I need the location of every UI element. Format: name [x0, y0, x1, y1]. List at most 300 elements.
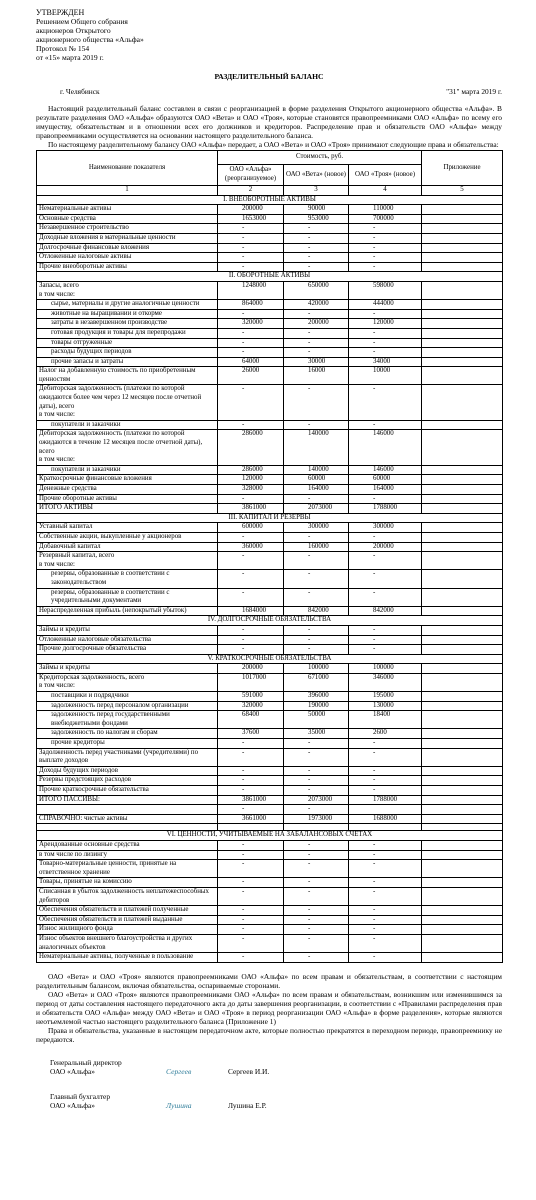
value-alfa: 64000	[218, 357, 284, 367]
row-label: товары отгруженные	[37, 338, 218, 348]
value-veta: 650000	[284, 281, 349, 299]
approval-line: акционерного общества «Альфа»	[36, 35, 144, 44]
value-alfa: 200000	[218, 205, 284, 215]
value-appendix	[422, 588, 503, 606]
value-alfa: -	[218, 262, 284, 272]
value-troya: -	[349, 233, 422, 243]
signer-name: Сергеев И.И.	[228, 1066, 270, 1076]
value-alfa: -	[218, 906, 284, 916]
value-appendix	[422, 814, 503, 824]
table-row	[37, 385, 503, 420]
table-row	[37, 814, 503, 824]
row-label: в том числе по лизингу	[37, 850, 218, 860]
section-header-row	[37, 616, 503, 626]
value-veta: -	[284, 494, 349, 504]
value-troya: 842000	[349, 606, 422, 616]
row-label: Незавершенное строительство	[37, 224, 218, 234]
signature-role-line: Главный бухгалтер	[50, 1091, 111, 1101]
table-row	[37, 887, 503, 905]
value-troya: 346000	[349, 673, 422, 691]
value-alfa: -	[218, 850, 284, 860]
header-veta: ОАО «Вета» (новое)	[284, 165, 349, 186]
value-appendix	[422, 328, 503, 338]
value-troya: 1788000	[349, 504, 422, 514]
value-troya: 598000	[349, 281, 422, 299]
value-veta: -	[284, 850, 349, 860]
table-row	[37, 925, 503, 935]
value-appendix	[422, 532, 503, 542]
value-alfa: 120000	[218, 475, 284, 485]
value-alfa: -	[218, 328, 284, 338]
value-appendix	[422, 420, 503, 430]
value-appendix	[422, 385, 503, 420]
row-label: ИТОГО АКТИВЫ	[37, 504, 218, 514]
handwritten-signature: Сергеев	[166, 1066, 192, 1076]
value-appendix	[422, 925, 503, 935]
value-appendix	[422, 878, 503, 888]
value-veta: -	[284, 625, 349, 635]
table-row	[37, 824, 503, 831]
section-title: III. КАПИТАЛ И РЕЗЕРВЫ	[37, 513, 503, 523]
value-troya: -	[349, 850, 422, 860]
value-alfa: -	[218, 934, 284, 952]
value-troya: 10000	[349, 367, 422, 385]
value-alfa: 1017000	[218, 673, 284, 691]
row-label: Основные средства	[37, 214, 218, 224]
value-appendix	[422, 243, 503, 253]
value-appendix	[422, 367, 503, 385]
value-alfa: -	[218, 552, 284, 570]
value-veta: 35000	[284, 729, 349, 739]
value-alfa: -	[218, 786, 284, 796]
value-alfa: -	[218, 915, 284, 925]
table-row	[37, 348, 503, 358]
value-appendix	[422, 850, 503, 860]
value-troya: -	[349, 253, 422, 263]
value-veta: -	[284, 766, 349, 776]
value-veta: -	[284, 840, 349, 850]
value-veta: 1973000	[284, 814, 349, 824]
value-alfa: -	[218, 532, 284, 542]
table-row	[37, 664, 503, 674]
value-appendix	[422, 840, 503, 850]
row-label: Прочие краткосрочные обязательства	[37, 786, 218, 796]
value-appendix	[422, 906, 503, 916]
section-header-row	[37, 831, 503, 841]
value-alfa: -	[218, 625, 284, 635]
header-troya: ОАО «Троя» (новое)	[349, 165, 422, 186]
document-title: РАЗДЕЛИТЕЛЬНЫЙ БАЛАНС	[214, 72, 324, 81]
table-row	[37, 281, 503, 299]
table-row	[37, 606, 503, 616]
signature-role	[36, 1058, 166, 1076]
approval-block	[36, 8, 502, 62]
value-appendix	[422, 494, 503, 504]
value-appendix	[422, 570, 503, 588]
value-alfa: -	[218, 309, 284, 319]
value-alfa: -	[218, 887, 284, 905]
table-row	[37, 338, 503, 348]
row-label: Резервный капитал, всего в том числе:	[37, 552, 218, 570]
value-veta: -	[284, 645, 349, 655]
row-label: Прочие внеоборотные активы	[37, 262, 218, 272]
value-veta: -	[284, 739, 349, 749]
value-appendix	[422, 934, 503, 952]
row-label: сырье, материалы и другие аналогичные ценности	[37, 300, 218, 310]
value-alfa: -	[218, 338, 284, 348]
table-row	[37, 420, 503, 430]
signer-name: Лушина Е.Р.	[228, 1100, 267, 1110]
section-title: V. КРАТКОСРОЧНЫЕ ОБЯЗАТЕЛЬСТВА	[37, 654, 503, 664]
value-appendix	[422, 786, 503, 796]
row-label: Доходные вложения в материальные ценности	[37, 233, 218, 243]
value-appendix	[422, 776, 503, 786]
column-number: 5	[422, 186, 503, 196]
value-troya: -	[349, 224, 422, 234]
value-troya: -	[349, 739, 422, 749]
value-appendix	[422, 281, 503, 299]
section-header-row	[37, 195, 503, 205]
row-label: Доходы будущих периодов	[37, 766, 218, 776]
row-label: резервы, образованные в соответствии с законодательством	[37, 570, 218, 588]
value-alfa: 591000	[218, 692, 284, 702]
row-label: Добавочный капитал	[37, 542, 218, 552]
value-appendix	[422, 664, 503, 674]
value-veta: 90000	[284, 205, 349, 215]
value-veta: 50000	[284, 711, 349, 729]
value-veta: 200000	[284, 319, 349, 329]
value-troya: -	[349, 385, 422, 420]
table-row	[37, 523, 503, 533]
value-appendix	[422, 606, 503, 616]
value-troya: 146000	[349, 465, 422, 475]
value-veta: -	[284, 385, 349, 420]
value-veta: -	[284, 588, 349, 606]
value-alfa: 328000	[218, 485, 284, 495]
row-label: поставщики и подрядчики	[37, 692, 218, 702]
row-label: Денежные средства	[37, 485, 218, 495]
value-troya: -	[349, 243, 422, 253]
row-label: задолженность перед государственными внебюджетными фондами	[37, 711, 218, 729]
table-row	[37, 214, 503, 224]
value-veta: 190000	[284, 701, 349, 711]
row-label: Товарно-материальные ценности, принятые на ответственное хранение	[37, 860, 218, 878]
value-appendix	[422, 233, 503, 243]
value-veta: 160000	[284, 542, 349, 552]
closing-block	[36, 972, 502, 1044]
value-appendix	[422, 729, 503, 739]
approval-line: от «15» марта 2019 г.	[36, 53, 104, 62]
value-veta: 396000	[284, 692, 349, 702]
value-troya: -	[349, 328, 422, 338]
value-alfa: 200000	[218, 664, 284, 674]
closing-paragraph: ОАО «Вета» и ОАО «Троя» являются правопреемниками ОАО «Альфа» по всем правам и обязательствам, в соответствии с настоящим разделительным балансом, включая обязательства, оспариваемые сторонами.	[36, 971, 502, 990]
value-troya: -	[349, 934, 422, 952]
row-label: Собственные акции, выкупленные у акционеров	[37, 532, 218, 542]
value-alfa: 1684000	[218, 606, 284, 616]
value-troya: -	[349, 840, 422, 850]
row-label	[37, 805, 218, 815]
row-label: Товары, принятые на комиссию	[37, 878, 218, 888]
table-row	[37, 475, 503, 485]
value-veta: 2073000	[284, 504, 349, 514]
value-veta: 140000	[284, 430, 349, 465]
table-row	[37, 906, 503, 916]
header-cost: Стоимость, руб.	[218, 151, 422, 165]
value-alfa: 3661000	[218, 814, 284, 824]
row-label: прочие запасы и затраты	[37, 357, 218, 367]
value-veta: 2073000	[284, 795, 349, 805]
table-row	[37, 645, 503, 655]
header-alfa: ОАО «Альфа» (реорганизуемое)	[218, 165, 284, 186]
value-veta: -	[284, 570, 349, 588]
row-label: Уставный капитал	[37, 523, 218, 533]
value-troya: -	[349, 860, 422, 878]
table-row	[37, 840, 503, 850]
value-appendix	[422, 645, 503, 655]
value-veta: -	[284, 906, 349, 916]
value-alfa: -	[218, 878, 284, 888]
value-troya: 18400	[349, 711, 422, 729]
table-row	[37, 934, 503, 952]
value-alfa: 360000	[218, 542, 284, 552]
table-row	[37, 233, 503, 243]
row-label: Нематериальные активы	[37, 205, 218, 215]
city-date-line	[36, 87, 502, 96]
value-veta: -	[284, 776, 349, 786]
value-alfa: -	[218, 224, 284, 234]
table-row	[37, 224, 503, 234]
value-veta: 842000	[284, 606, 349, 616]
table-row	[37, 786, 503, 796]
value-appendix	[422, 766, 503, 776]
value-alfa: -	[218, 243, 284, 253]
value-alfa: 600000	[218, 523, 284, 533]
value-troya: -	[349, 570, 422, 588]
table-row	[37, 319, 503, 329]
row-label: Резервы предстоящих расходов	[37, 776, 218, 786]
row-label: Займы и кредиты	[37, 625, 218, 635]
row-label	[37, 824, 218, 831]
value-veta: -	[284, 934, 349, 952]
row-label: резервы, образованные в соответствии с учредительными документами	[37, 588, 218, 606]
value-appendix	[422, 523, 503, 533]
row-label: Налог на добавленную стоимость по приобретенным ценностям	[37, 367, 218, 385]
value-appendix	[422, 711, 503, 729]
value-troya: -	[349, 552, 422, 570]
value-appendix	[422, 465, 503, 475]
table-row	[37, 915, 503, 925]
value-appendix	[422, 475, 503, 485]
table-row	[37, 953, 503, 963]
row-label: животные на выращивании и откорме	[37, 309, 218, 319]
row-label: Обеспечения обязательств и платежей полученные	[37, 906, 218, 916]
table-row	[37, 570, 503, 588]
value-alfa: 68400	[218, 711, 284, 729]
table-row	[37, 309, 503, 319]
signature-accountant	[36, 1092, 502, 1110]
row-label: Долгосрочные финансовые вложения	[37, 243, 218, 253]
table-row	[37, 243, 503, 253]
table-row	[37, 673, 503, 691]
table-row	[37, 552, 503, 570]
approval-line: Решением Общего собрания	[36, 17, 128, 26]
value-appendix	[422, 357, 503, 367]
value-troya: 200000	[349, 542, 422, 552]
signature-role-line: Генеральный директор	[50, 1057, 122, 1067]
row-label: Списанная в убыток задолженность неплатежеспособных дебиторов	[37, 887, 218, 905]
value-troya: 164000	[349, 485, 422, 495]
table-row	[37, 504, 503, 514]
value-appendix	[422, 824, 503, 831]
row-label: Отложенные налоговые обязательства	[37, 635, 218, 645]
table-row	[37, 701, 503, 711]
row-label: задолженность по налогам и сборам	[37, 729, 218, 739]
value-troya: 300000	[349, 523, 422, 533]
city: г. Челябинск	[60, 87, 100, 96]
value-troya: -	[349, 420, 422, 430]
value-veta: -	[284, 748, 349, 766]
value-appendix	[422, 262, 503, 272]
value-veta: -	[284, 309, 349, 319]
value-veta: 140000	[284, 465, 349, 475]
table-row	[37, 692, 503, 702]
value-appendix	[422, 692, 503, 702]
intro-paragraph: По настоящему разделительному балансу ОАО «Альфа» передает, а ОАО «Вета» и ОАО «Троя» принимают следующие права и обязательства:	[48, 140, 499, 149]
handwritten-signature: Лушина	[166, 1100, 192, 1110]
section-title: I. ВНЕОБОРОТНЫЕ АКТИВЫ	[37, 195, 503, 205]
value-alfa: -	[218, 766, 284, 776]
value-troya: -	[349, 625, 422, 635]
value-troya	[349, 805, 422, 815]
row-label: Отложенные налоговые активы	[37, 253, 218, 263]
table-row	[37, 465, 503, 475]
value-troya: -	[349, 588, 422, 606]
value-alfa: 320000	[218, 319, 284, 329]
value-alfa: -	[218, 348, 284, 358]
value-appendix	[422, 338, 503, 348]
value-appendix	[422, 504, 503, 514]
table-row	[37, 748, 503, 766]
value-troya: -	[349, 766, 422, 776]
value-alfa: 286000	[218, 430, 284, 465]
value-appendix	[422, 552, 503, 570]
table-row	[37, 494, 503, 504]
value-troya: -	[349, 262, 422, 272]
value-alfa: -	[218, 925, 284, 935]
value-appendix	[422, 887, 503, 905]
value-alfa	[218, 824, 284, 831]
approval-line: Протокол № 154	[36, 44, 90, 53]
table-row	[37, 328, 503, 338]
value-troya: -	[349, 953, 422, 963]
signature-role-line: ОАО «Альфа»	[50, 1100, 95, 1110]
value-appendix	[422, 673, 503, 691]
value-alfa: -	[218, 635, 284, 645]
value-veta: -	[284, 233, 349, 243]
balance-table-body	[37, 195, 503, 962]
approval-line: акционеров Открытого	[36, 26, 111, 35]
column-number: 1	[37, 186, 218, 196]
value-alfa: -	[218, 739, 284, 749]
value-troya: -	[349, 878, 422, 888]
value-alfa: 1248000	[218, 281, 284, 299]
value-appendix	[422, 319, 503, 329]
value-troya: 1788000	[349, 795, 422, 805]
table-row	[37, 205, 503, 215]
table-row	[37, 357, 503, 367]
value-appendix	[422, 300, 503, 310]
value-veta: 420000	[284, 300, 349, 310]
value-veta: 30000	[284, 357, 349, 367]
value-troya: 60000	[349, 475, 422, 485]
value-troya: 700000	[349, 214, 422, 224]
value-troya: 444000	[349, 300, 422, 310]
row-label: покупатели и заказчики	[37, 420, 218, 430]
value-troya: 130000	[349, 701, 422, 711]
row-label: затраты в незавершенном производстве	[37, 319, 218, 329]
value-appendix	[422, 635, 503, 645]
row-label: Прочие оборотные активы	[37, 494, 218, 504]
value-troya	[349, 824, 422, 831]
value-troya: -	[349, 635, 422, 645]
approval-line: УТВЕРЖДЕН	[36, 8, 85, 17]
row-label: Дебиторская задолженность (платежи по которой ожидаются в течение 12 месяцев после отчетной даты), всего в том числе:	[37, 430, 218, 465]
value-veta: 671000	[284, 673, 349, 691]
value-veta: -	[284, 224, 349, 234]
intro-paragraph: Настоящий разделительный баланс составлен в связи с реорганизацией в форме разделения Открытого акционерного общества «Альфа». В результате разделения ОАО «Альфа» образуются ОАО «Вета» и ОАО «Троя», которые становятся правопреемниками ОАО «Альфа» по всему его имуществу, обязательствам и в отношении всех его должников и кредиторов. Распределение прав и обязательств ОАО «Альфа» между правопреемниками осуществляется на основании настоящего разделительного баланса.	[36, 104, 502, 140]
value-alfa: -	[218, 253, 284, 263]
value-troya: -	[349, 887, 422, 905]
value-alfa: -	[218, 860, 284, 878]
row-label: задолженность перед персоналом организации	[37, 701, 218, 711]
table-row	[37, 805, 503, 815]
table-row	[37, 625, 503, 635]
row-label: Прочие долгосрочные обязательства	[37, 645, 218, 655]
table-row	[37, 430, 503, 465]
value-appendix	[422, 309, 503, 319]
value-troya: 195000	[349, 692, 422, 702]
value-alfa: 320000	[218, 701, 284, 711]
row-label: Износ жилищного фонда	[37, 925, 218, 935]
table-row	[37, 878, 503, 888]
value-troya: 146000	[349, 430, 422, 465]
value-alfa: -	[218, 776, 284, 786]
value-troya: 34000	[349, 357, 422, 367]
value-veta: -	[284, 348, 349, 358]
value-veta: 100000	[284, 664, 349, 674]
value-alfa: 26000	[218, 367, 284, 385]
row-label: покупатели и заказчики	[37, 465, 218, 475]
table-row	[37, 766, 503, 776]
value-appendix	[422, 430, 503, 465]
value-veta: -	[284, 338, 349, 348]
value-troya: -	[349, 925, 422, 935]
value-alfa: -	[218, 494, 284, 504]
row-label: Запасы, всего в том числе:	[37, 281, 218, 299]
value-alfa: 3861000	[218, 504, 284, 514]
value-veta: 300000	[284, 523, 349, 533]
value-troya: -	[349, 786, 422, 796]
value-appendix	[422, 795, 503, 805]
value-veta: -	[284, 887, 349, 905]
row-label: прочие кредиторы	[37, 739, 218, 749]
value-troya: -	[349, 645, 422, 655]
table-row	[37, 776, 503, 786]
table-row	[37, 795, 503, 805]
column-number: 4	[349, 186, 422, 196]
value-veta: -	[284, 915, 349, 925]
